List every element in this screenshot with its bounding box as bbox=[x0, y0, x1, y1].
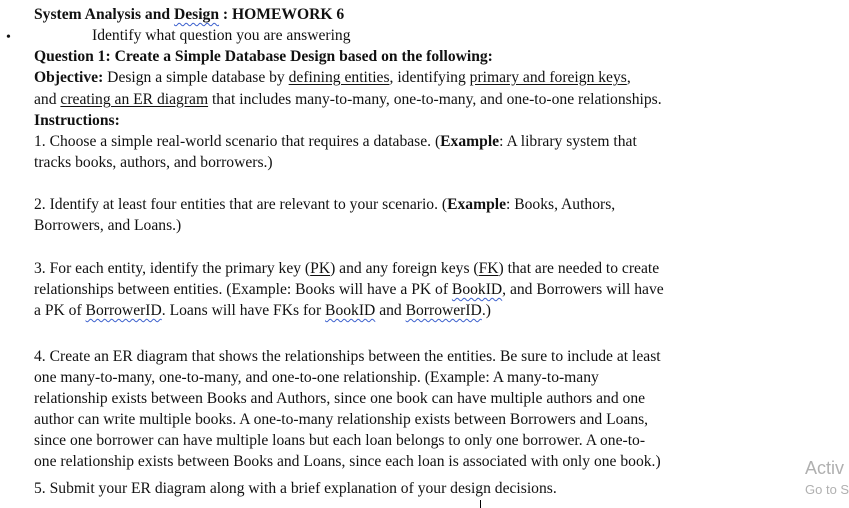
example-label: Example bbox=[440, 133, 500, 150]
item-text: . Loans will have FKs for bbox=[161, 302, 326, 319]
item-4-line: since one borrower can have multiple loans but each loan belongs to only one borrower. A one-to- bbox=[34, 432, 646, 449]
item-2-line-1 bbox=[34, 195, 615, 215]
objective-line-2 bbox=[34, 90, 662, 110]
item-text: ) that are needed to create bbox=[498, 260, 660, 277]
item-text: : Books, Authors, bbox=[506, 196, 616, 213]
item-4-line: relationship exists between Books and Authors, since one book can have multiple authors and one bbox=[34, 390, 646, 407]
item-1-line-1 bbox=[34, 132, 637, 152]
item-text: relationships between entities. (Example: Books will have a PK of bbox=[34, 281, 452, 298]
bookid-term: BookID bbox=[451, 281, 503, 298]
borrowerid-term: BorrowerID bbox=[85, 302, 162, 319]
item-text: 2. Identify at least four entities that are relevant to your scenario. ( bbox=[34, 196, 448, 213]
title-design-word: Design bbox=[173, 6, 220, 23]
item-text: a PK of bbox=[34, 302, 86, 319]
objective-text: Design a simple database by bbox=[103, 69, 289, 86]
bullet-icon: • bbox=[6, 30, 11, 45]
activation-watermark-title: Activ bbox=[805, 458, 845, 478]
item-text: .) bbox=[481, 302, 491, 319]
instructions-label: Instructions: bbox=[34, 112, 120, 129]
item-text: , and Borrowers will have bbox=[502, 281, 664, 298]
bookid-term: BookID bbox=[325, 302, 376, 319]
pk-term: PK bbox=[310, 260, 331, 277]
objective-text: and bbox=[34, 91, 61, 108]
objective-line-1 bbox=[34, 68, 631, 88]
item-text: 3. For each entity, identify the primary key ( bbox=[34, 260, 311, 277]
objective-underlined: defining entities bbox=[288, 69, 390, 86]
text-cursor bbox=[480, 500, 481, 508]
objective-text: , identifying bbox=[389, 69, 470, 86]
page-title bbox=[34, 5, 344, 25]
title-prefix: System Analysis and bbox=[34, 6, 171, 23]
title-suffix: : HOMEWORK 6 bbox=[219, 6, 345, 23]
bullet-text: Identify what question you are answering bbox=[92, 27, 351, 44]
item-3-line-3 bbox=[34, 301, 491, 321]
objective-label: Objective: bbox=[34, 69, 104, 86]
objective-text: , bbox=[626, 69, 631, 86]
objective-underlined: primary and foreign keys bbox=[469, 69, 627, 86]
item-text: and bbox=[375, 302, 406, 319]
question-heading: Question 1: Create a Simple Database Design based on the following: bbox=[34, 48, 493, 65]
item-4-line: author can write multiple books. A one-to-many relationship exists between Borrowers and Loans, bbox=[34, 411, 649, 428]
item-3-line-2 bbox=[34, 280, 664, 300]
item-3-line-1 bbox=[34, 259, 659, 279]
item-text: 1. Choose a simple real-world scenario that requires a database. ( bbox=[34, 133, 441, 150]
item-5-line: 5. Submit your ER diagram along with a brief explanation of your design decisions. bbox=[34, 480, 557, 497]
borrowerid-term: BorrowerID bbox=[405, 302, 482, 319]
item-1-line-2: tracks books, authors, and borrowers.) bbox=[34, 154, 273, 171]
item-4-line: one relationship exists between Books and Loans, since each loan is associated with only one book.) bbox=[34, 453, 661, 470]
activation-watermark-subtitle: Go to S bbox=[805, 482, 849, 497]
item-4-line: one many-to-many, one-to-many, and one-to-one relationship. (Example: A many-to-many bbox=[34, 369, 599, 386]
objective-text: that includes many-to-many, one-to-many, and one-to-one relationships. bbox=[208, 91, 662, 108]
item-text: : A library system that bbox=[499, 133, 637, 150]
item-text: ) and any foreign keys ( bbox=[330, 260, 479, 277]
item-4-line: 4. Create an ER diagram that shows the relationships between the entities. Be sure to include at least bbox=[34, 348, 661, 365]
example-label: Example bbox=[447, 196, 506, 213]
fk-term: FK bbox=[478, 260, 499, 277]
item-2-line-2: Borrowers, and Loans.) bbox=[34, 217, 182, 234]
objective-underlined: creating an ER diagram bbox=[60, 91, 209, 108]
